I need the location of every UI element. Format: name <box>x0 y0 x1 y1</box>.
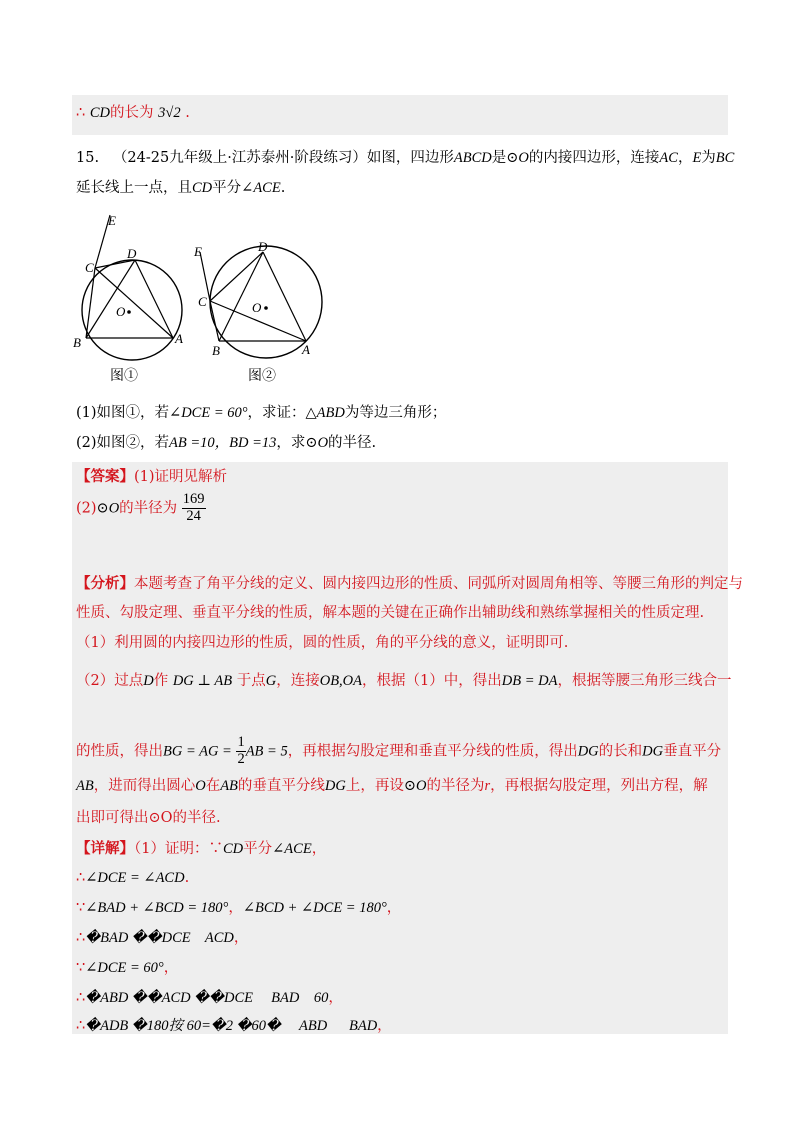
q2-suffix: 的半径. <box>328 435 377 451</box>
answer-2-text: 的半径为 <box>119 500 178 517</box>
q2-mid: ，求 <box>276 435 306 451</box>
question-1 <box>76 405 446 422</box>
analysis-text-1: 本题考查了角平分线的定义、圆内接四边形的性质、同弧所对圆周角相等、等腰三角形的判定与 <box>134 576 743 592</box>
detail-sep: ， <box>228 900 243 916</box>
detail-tag: 【详解】 <box>76 840 134 857</box>
analysis-text-7: 出即可得出⊙O的半径. <box>76 810 221 826</box>
analysis-text: 的长和 <box>598 743 643 760</box>
q2-circle: ⊙O <box>305 435 329 451</box>
point-g: G <box>265 673 277 689</box>
equation-ab-5: AB = 5 <box>245 743 288 760</box>
quad-abcd: ABCD <box>453 150 492 166</box>
problem-line-2 <box>76 180 285 197</box>
fig1-label-b: B <box>73 335 81 350</box>
analysis-text: 上，再设 <box>345 778 404 794</box>
circle-o: ⊙O <box>403 778 427 794</box>
angle-ace: ACE <box>253 180 281 196</box>
equation-bad-dce-acd: �BAD ��DCE ACD <box>85 930 234 946</box>
q2-prefix: (2)如图②，若 <box>76 435 170 451</box>
answer-fraction <box>182 492 206 525</box>
q1-math: ∠DCE = 60° <box>169 405 248 421</box>
detail-end: ， <box>311 841 327 857</box>
problem-source: （24-25九年级上·江苏泰州·阶段练习）如图，四边形 <box>112 150 454 166</box>
detail-line-2 <box>76 870 189 887</box>
detail-end: ， <box>386 900 402 916</box>
analysis-text: ，再根据勾股定理和垂直平分线的性质，得出 <box>287 743 578 760</box>
fraction-denominator: 2 <box>237 750 245 767</box>
detail-line-6 <box>76 990 343 1007</box>
fig2-label-e: E <box>194 244 202 259</box>
segment-cd: CD <box>222 841 244 857</box>
fig1-label-e: E <box>108 213 116 228</box>
because-symbol: ∵ <box>76 900 86 916</box>
analysis-line-2 <box>76 605 704 622</box>
analysis-text-3: （1）利用圆的内接四边形的性质，圆的性质，角的平分线的意义，证明即可. <box>76 635 569 651</box>
detail-end: . <box>184 870 190 886</box>
analysis-tag: 【分析】 <box>76 575 134 592</box>
fig2-caption: 图② <box>248 369 276 384</box>
segment-bc: BC <box>715 150 735 166</box>
analysis-line-5 <box>76 735 721 768</box>
half-fraction <box>236 735 245 768</box>
problem-end: . <box>280 180 286 196</box>
analysis-text: 在 <box>205 778 221 794</box>
q1-suffix: 为等边三角形； <box>344 405 447 421</box>
perpendicular-dg-ab: DG ⊥ AB <box>172 673 233 689</box>
answer-tag: 【答案】 <box>76 468 134 485</box>
problem-is: 是 <box>491 150 507 166</box>
fig1-label-c: C <box>85 260 94 275</box>
problem-rest: 的内接四边形，连接 <box>528 150 660 166</box>
figure-2 <box>190 238 330 390</box>
equation-dce-60: ∠DCE = 60° <box>85 960 164 976</box>
conclusion-end: . <box>185 105 190 121</box>
radius-r: r <box>484 778 491 794</box>
equation-bcd-dce: ∠BCD + ∠DCE = 180° <box>242 900 387 916</box>
detail-end: ， <box>163 960 179 976</box>
detail-end: ， <box>328 990 343 1006</box>
point-d: D <box>143 673 154 689</box>
answer-1: (1)证明见解析 <box>134 469 228 485</box>
analysis-line-1 <box>76 575 743 593</box>
answer-circle: ⊙O <box>96 500 120 517</box>
detail-line-4 <box>76 930 248 947</box>
point-o: O <box>195 778 206 794</box>
fig1-label-o: O <box>116 304 126 319</box>
segment-ab: AB <box>76 778 94 794</box>
analysis-text: （2）过点 <box>76 673 144 689</box>
analysis-text: 于点 <box>236 673 266 689</box>
q2-math: AB =10，BD =13 <box>169 435 277 451</box>
fig1-label-d: D <box>127 246 137 261</box>
problem-comma: ， <box>677 150 693 166</box>
fig1-caption: 图① <box>110 369 138 384</box>
detail-end: ， <box>233 930 249 946</box>
q1-prefix: (1)如图①，若 <box>76 405 170 421</box>
detail-line-5 <box>76 960 178 977</box>
analysis-text: 的垂直平分线 <box>237 778 325 794</box>
equation-abd-60: �ABD ��ACD ��DCE BAD 60 <box>85 990 329 1006</box>
analysis-text: ，根据（1）中，得出 <box>362 673 502 689</box>
top-conclusion <box>76 105 190 122</box>
fig2-label-c: C <box>198 294 207 309</box>
problem-wei: 为 <box>701 150 716 166</box>
fraction-numerator: 169 <box>182 491 205 507</box>
fig2-label-a: A <box>302 342 310 357</box>
answer-2-prefix: (2) <box>76 500 97 517</box>
circle-o: ⊙O <box>506 150 529 166</box>
analysis-text: 的性质，得出 <box>76 743 163 760</box>
fraction-denominator: 24 <box>186 507 201 524</box>
detail-text: （1）证明： <box>134 841 209 857</box>
answer-line-2 <box>76 492 206 525</box>
q1-triangle: △ABD <box>305 405 345 421</box>
fraction-numerator: 1 <box>237 734 245 750</box>
analysis-text: ，进而得出圆心 <box>93 778 196 794</box>
therefore-symbol: ∴ <box>76 990 86 1006</box>
segment-cd: CD <box>89 105 110 121</box>
because-symbol: ∵ <box>208 841 223 857</box>
equation-dce-acd: ∠DCE = ∠ACD <box>85 870 185 886</box>
fig2-label-d: D <box>258 239 268 254</box>
analysis-line-6 <box>76 778 708 795</box>
analysis-text-2: 性质、勾股定理、垂直平分线的性质，解本题的关键在正确作出辅助线和熟练掌握相关的性质定理. <box>76 605 705 621</box>
analysis-line-7 <box>76 810 221 827</box>
angle-ace: ∠ACE <box>272 841 312 857</box>
analysis-text: ，根据等腰三角形三线合一 <box>557 673 732 689</box>
analysis-text: 的半径为 <box>426 778 485 794</box>
therefore-symbol: ∴ <box>76 930 86 946</box>
equation-bad-bcd: ∠BAD + ∠BCD = 180° <box>85 900 229 916</box>
segment-ac: AC <box>659 150 678 166</box>
segment-ab: AB <box>220 778 238 794</box>
detail-end: ， <box>377 1018 392 1034</box>
equation-bg-ag: BG = AG = <box>163 743 232 760</box>
segment-dg: DG <box>642 743 664 760</box>
fig2-label-b: B <box>212 343 220 358</box>
analysis-line-4 <box>76 673 731 690</box>
fig1-label-a: A <box>175 331 183 346</box>
point-e: E <box>692 150 702 166</box>
segment-cd: CD <box>192 180 213 196</box>
equation-adb-180: �ADB �180按 60=�2 �60� ABD BAD <box>85 1018 378 1034</box>
therefore-symbol: ∴ <box>76 870 86 886</box>
problem-number: 15. <box>76 150 100 166</box>
figure-1 <box>70 210 200 390</box>
therefore-symbol: ∴ <box>76 105 86 121</box>
analysis-line-3 <box>76 635 568 652</box>
analysis-text: 垂直平分 <box>663 743 722 760</box>
segment-dg: DG <box>577 743 599 760</box>
analysis-text: 作 <box>153 673 169 689</box>
question-2 <box>76 435 376 452</box>
problem-line-1 <box>76 150 734 167</box>
segment-dg: DG <box>324 778 346 794</box>
equation-db-da: DB = DA <box>501 673 558 689</box>
problem-text: 延长线上一点，且 <box>76 180 192 196</box>
detail-text: 平分 <box>243 841 273 857</box>
bisect-text: 平分∠ <box>212 180 254 196</box>
answer-line-1 <box>76 468 227 486</box>
analysis-text: ，连接 <box>276 673 320 689</box>
fig2-label-o: O <box>252 300 262 315</box>
detail-line-1 <box>76 840 326 858</box>
conclusion-value: 3√2 <box>158 105 181 121</box>
conclusion-text: 的长为 <box>110 105 154 121</box>
because-symbol: ∵ <box>76 960 86 976</box>
analysis-text: ，再根据勾股定理，列出方程，解 <box>490 778 708 794</box>
therefore-symbol: ∴ <box>76 1018 86 1034</box>
detail-line-3 <box>76 900 401 917</box>
q1-mid: ，求证： <box>247 405 306 421</box>
segments-ob-oa: OB,OA <box>319 673 363 689</box>
detail-line-7 <box>76 1018 392 1035</box>
